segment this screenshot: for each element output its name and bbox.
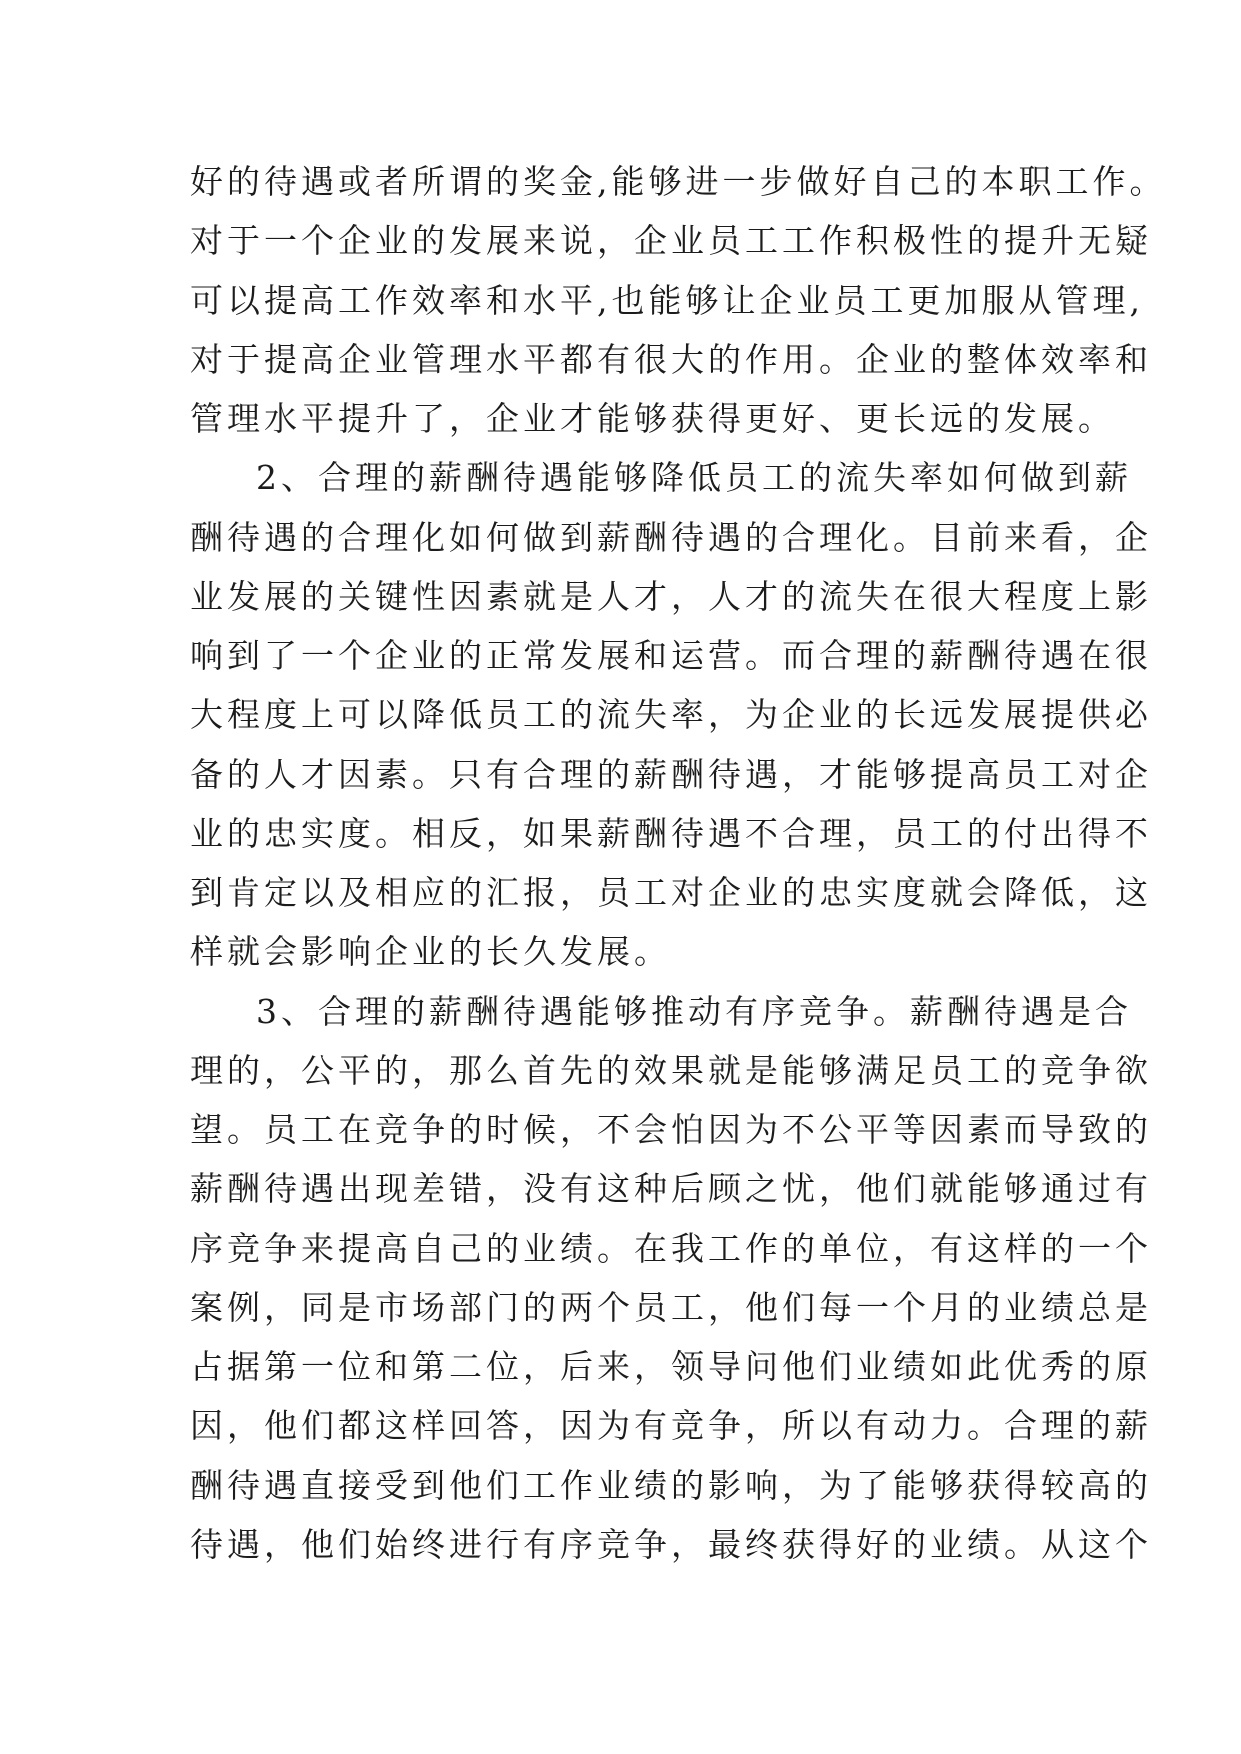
text-line: 可以提高工作效率和水平,也能够让企业员工更加服从管理, bbox=[190, 281, 1144, 320]
text-line: 业发展的关键性因素就是人才，人才的流失在很大程度上影 bbox=[190, 577, 1152, 616]
text-line: 到肯定以及相应的汇报，员工对企业的忠实度就会降低，这 bbox=[190, 873, 1152, 912]
text-line: 对于提高企业管理水平都有很大的作用。企业的整体效率和 bbox=[190, 340, 1152, 379]
text-line: 管理水平提升了，企业才能够获得更好、更长远的发展。 bbox=[190, 399, 1115, 438]
text-line: 大程度上可以降低员工的流失率，为企业的长远发展提供必 bbox=[190, 695, 1152, 734]
text-line: 案例，同是市场部门的两个员工，他们每一个月的业绩总是 bbox=[190, 1288, 1152, 1327]
text-line: 样就会影响企业的长久发展。 bbox=[190, 932, 671, 971]
text-line: 好的待遇或者所谓的奖金,能够进一步做好自己的本职工作。 bbox=[190, 162, 1167, 201]
text-line: 酬待遇的合理化如何做到薪酬待遇的合理化。目前来看，企 bbox=[190, 518, 1152, 557]
text-line: 酬待遇直接受到他们工作业绩的影响，为了能够获得较高的 bbox=[190, 1466, 1152, 1505]
text-line: 响到了一个企业的正常发展和运营。而合理的薪酬待遇在很 bbox=[190, 636, 1152, 675]
paragraph-3-first-line: 3、合理的薪酬待遇能够推动有序竞争。薪酬待遇是合 bbox=[256, 992, 1132, 1031]
text-line: 占据第一位和第二位，后来，领导问他们业绩如此优秀的原 bbox=[190, 1347, 1152, 1386]
text-line: 待遇，他们始终进行有序竞争，最终获得好的业绩。从这个 bbox=[190, 1525, 1152, 1564]
paragraph-2-first-line: 2、合理的薪酬待遇能够降低员工的流失率如何做到薪 bbox=[256, 458, 1132, 497]
text-line: 薪酬待遇出现差错，没有这种后顾之忧，他们就能够通过有 bbox=[190, 1169, 1152, 1208]
text-line: 对于一个企业的发展来说，企业员工工作积极性的提升无疑 bbox=[190, 221, 1152, 260]
text-line: 业的忠实度。相反，如果薪酬待遇不合理，员工的付出得不 bbox=[190, 814, 1152, 853]
text-line: 因，他们都这样回答，因为有竞争，所以有动力。合理的薪 bbox=[190, 1406, 1152, 1445]
text-line: 望。员工在竞争的时候，不会怕因为不公平等因素而导致的 bbox=[190, 1110, 1152, 1149]
text-line: 理的，公平的，那么首先的效果就是能够满足员工的竞争欲 bbox=[190, 1051, 1152, 1090]
text-line: 备的人才因素。只有合理的薪酬待遇，才能够提高员工对企 bbox=[190, 755, 1152, 794]
text-line: 序竞争来提高自己的业绩。在我工作的单位，有这样的一个 bbox=[190, 1229, 1152, 1268]
